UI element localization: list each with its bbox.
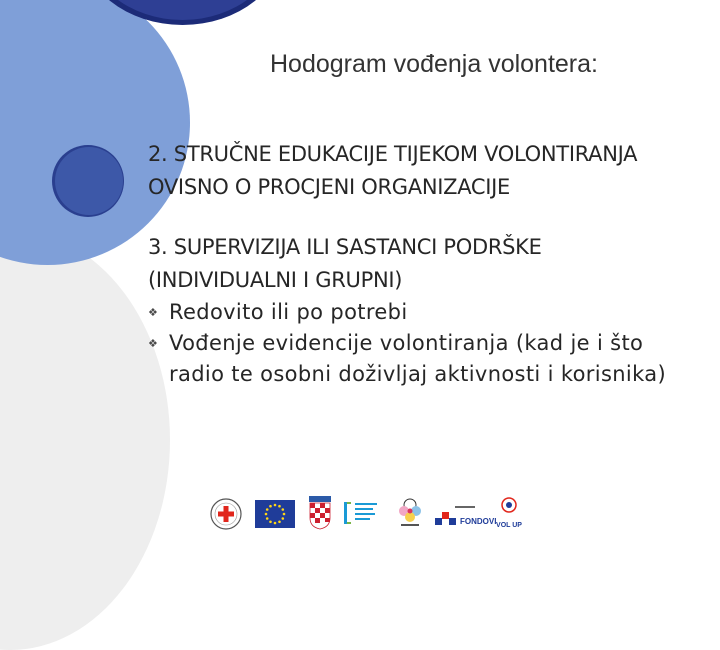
bullet-list <box>148 297 714 390</box>
bullet-text: Vođenje evidencije volontiranja (kad je i što <box>169 331 644 355</box>
section-2-line-2: OVISNO O PROCJENI ORGANIZACIJE <box>148 175 511 199</box>
section-2-line-1: 2. STRUČNE EDUKACIJE TIJEKOM VOLONTIRANJA <box>148 142 638 166</box>
volup-text: VOL UP <box>496 522 522 529</box>
bullet-text: Redovito ili po potrebi <box>169 300 408 324</box>
section-3-line-1: 3. SUPERVIZIJA ILI SASTANCI PODRŠKE <box>148 235 542 259</box>
slide-content <box>148 138 714 390</box>
eu-flag-logo <box>255 500 295 528</box>
office-logo <box>342 498 382 528</box>
bullet-icon: ❖ <box>148 306 159 319</box>
decorative-small-blue-circle <box>55 147 123 215</box>
fondovi-text: FONDOVI <box>460 517 497 526</box>
bullet-item <box>148 297 714 328</box>
logo-strip <box>205 490 525 540</box>
slide-title: Hodogram vođenja volontera: <box>270 50 598 78</box>
eu-funds-logo <box>433 504 497 530</box>
bullet-item <box>148 328 714 390</box>
vol-up-logo <box>497 496 521 530</box>
section-3-line-2: (INDIVIDUALNI I GRUPNI) <box>148 268 403 292</box>
croatia-coat-of-arms-logo <box>308 496 332 530</box>
bullet-text-continued: radio te osobni doživljaj aktivnosti i korisnika) <box>169 362 667 386</box>
flower-logo <box>395 496 425 530</box>
red-cross-logo <box>210 498 242 530</box>
decorative-grey-circle <box>0 230 170 650</box>
bullet-icon: ❖ <box>148 337 159 350</box>
